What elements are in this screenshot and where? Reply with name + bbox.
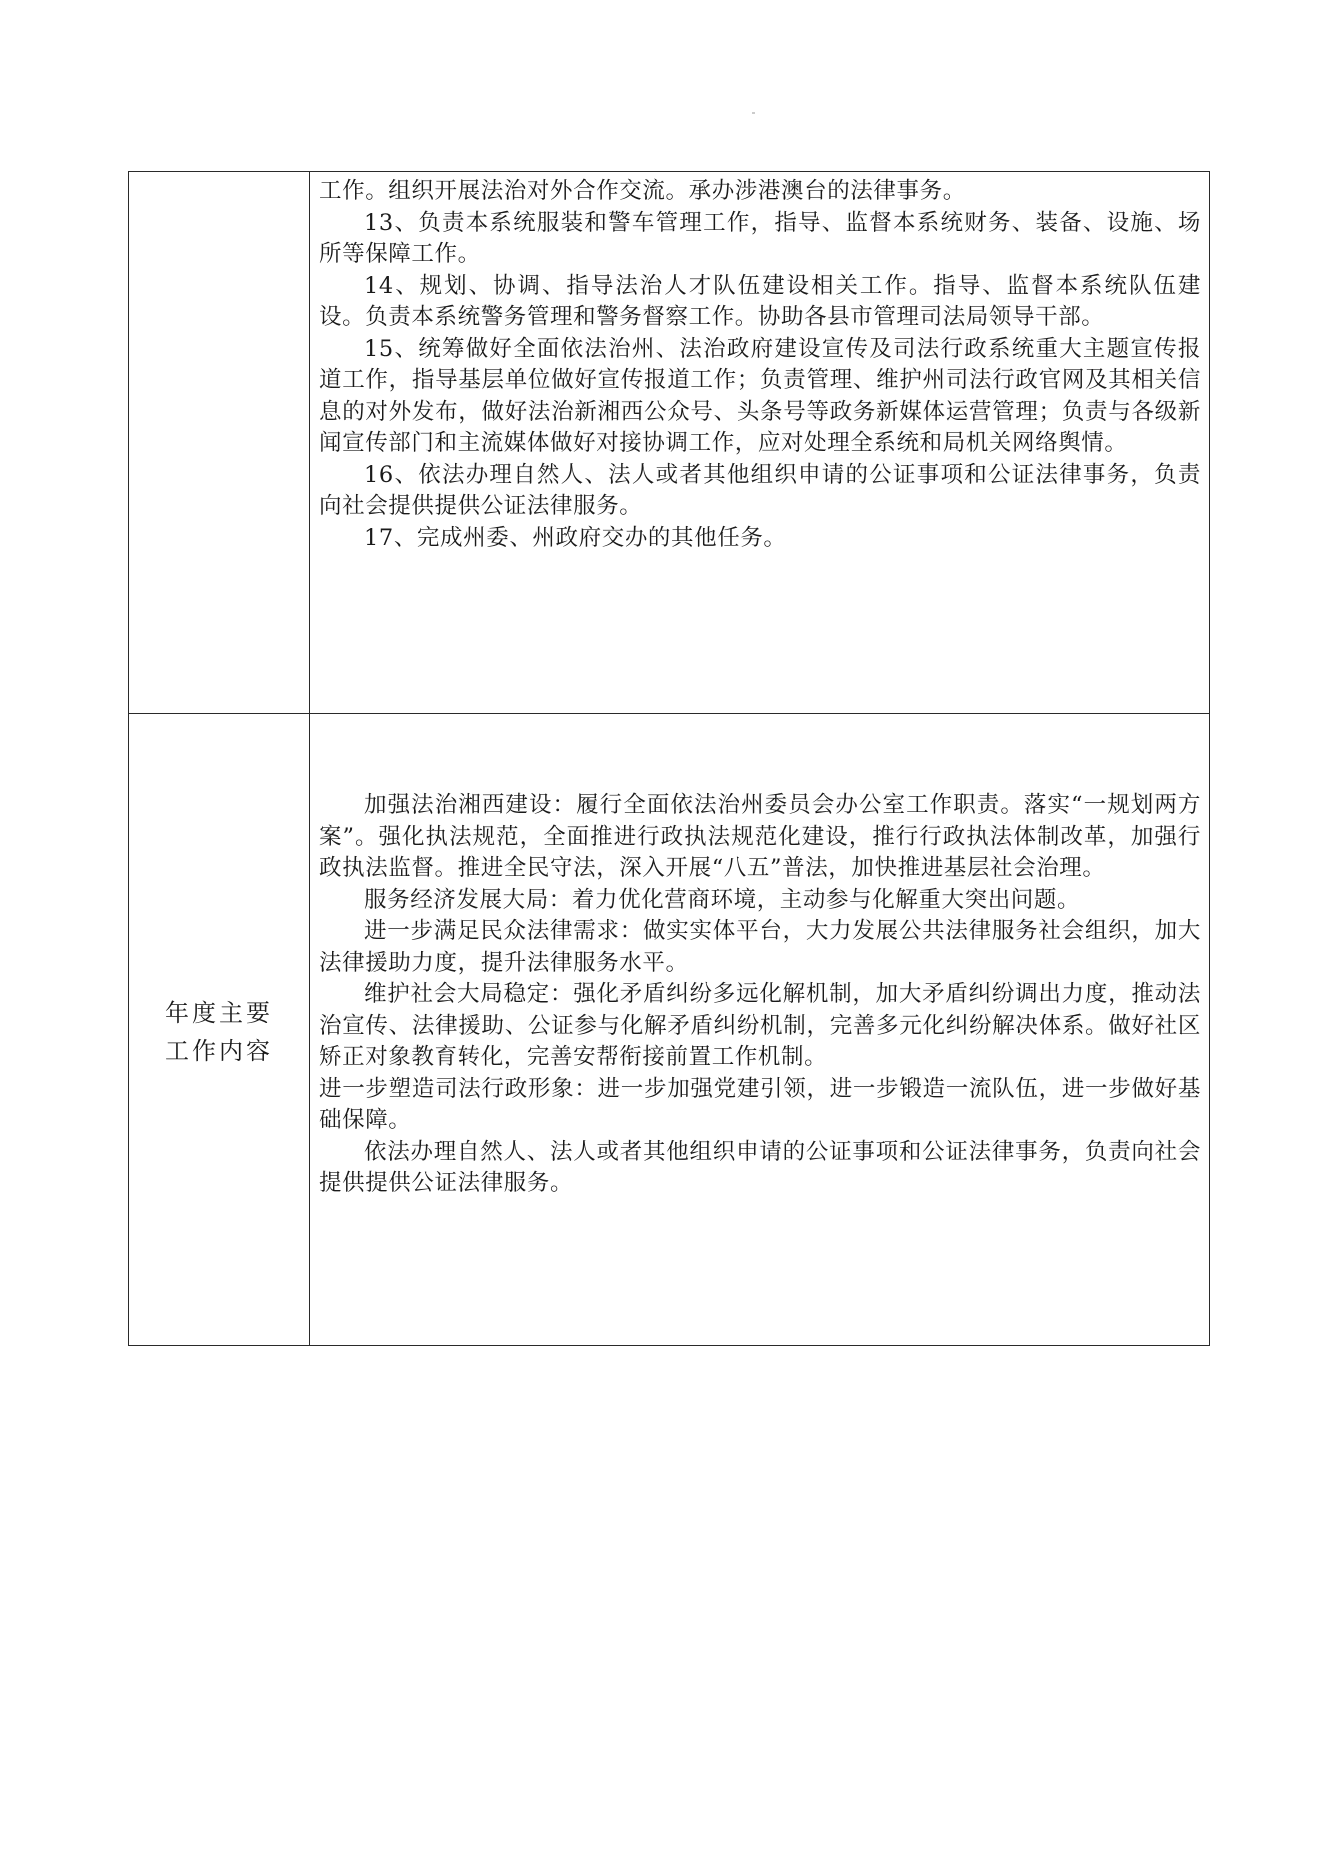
table-row	[129, 172, 1210, 714]
row-label	[165, 990, 273, 1070]
row-label-line: 工作内容	[165, 1036, 273, 1065]
work-paragraph: 维护社会大局稳定：强化矛盾纠纷多远化解机制，加大矛盾纠纷调出力度，推动法治宣传、法律援助、公证参与化解矛盾纠纷机制，完善多元化纠纷解决体系。做好社区矫正对象教育转化，完善安帮衔接前置工作机制。	[319, 981, 1201, 1070]
duties-content	[310, 172, 1209, 554]
duty-item-14: 14、规划、协调、指导法治人才队伍建设相关工作。指导、监督本系统队伍建设。负责本系统警务管理和警务督察工作。协助各县市管理司法局领导干部。	[319, 272, 1201, 330]
duty-item-15: 15、统筹做好全面依法治州、法治政府建设宣传及司法行政系统重大主题宣传报道工作，指导基层单位做好宣传报道工作；负责管理、维护州司法行政官网及其相关信息的对外发布，做好法治新湘西公众号、头条号等政务新媒体运营管理；负责与各级新闻宣传部门和主流媒体做好对接协调工作，应对处理全系统和局机关网络舆情。	[319, 335, 1201, 456]
duty-item-16: 16、依法办理自然人、法人或者其他组织申请的公证事项和公证法律事务，负责向社会提供提供公证法律服务。	[319, 461, 1201, 519]
duty-item-17: 17、完成州委、州政府交办的其他任务。	[364, 524, 787, 551]
duty-item-13: 13、负责本系统服装和警车管理工作，指导、监督本系统财务、装备、设施、场所等保障工作。	[319, 209, 1201, 267]
row-label-cell	[129, 714, 310, 1346]
duty-continuation: 工作。组织开展法治对外合作交流。承办涉港澳台的法律事务。	[319, 178, 966, 204]
row-content-cell	[310, 172, 1210, 714]
row-label-line: 年度主要	[165, 998, 273, 1027]
work-paragraph: 服务经济发展大局：着力优化营商环境，主动参与化解重大突出问题。	[364, 886, 1081, 913]
scan-speck	[752, 112, 755, 114]
duty-table	[128, 171, 1210, 1346]
work-paragraph: 加强法治湘西建设：履行全面依法治州委员会办公室工作职责。落实“一规划两方案”。强化执法规范，全面推进行政执法规范化建设，推行行政执法体制改革，加强行政执法监督。推进全民守法，深入开展“八五”普法，加快推进基层社会治理。	[319, 792, 1201, 881]
work-paragraph: 进一步满足民众法律需求：做实实体平台，大力发展公共法律服务社会组织，加大法律援助力度，提升法律服务水平。	[319, 918, 1201, 976]
work-paragraph: 进一步塑造司法行政形象：进一步加强党建引领，进一步锻造一流队伍，进一步做好基础保障。	[319, 1075, 1201, 1133]
table-row	[129, 714, 1210, 1346]
row-label-cell	[129, 172, 310, 714]
work-paragraph: 依法办理自然人、法人或者其他组织申请的公证事项和公证法律事务，负责向社会提供提供公证法律服务。	[319, 1138, 1201, 1196]
annual-work-content	[310, 714, 1209, 1200]
row-content-cell	[310, 714, 1210, 1346]
